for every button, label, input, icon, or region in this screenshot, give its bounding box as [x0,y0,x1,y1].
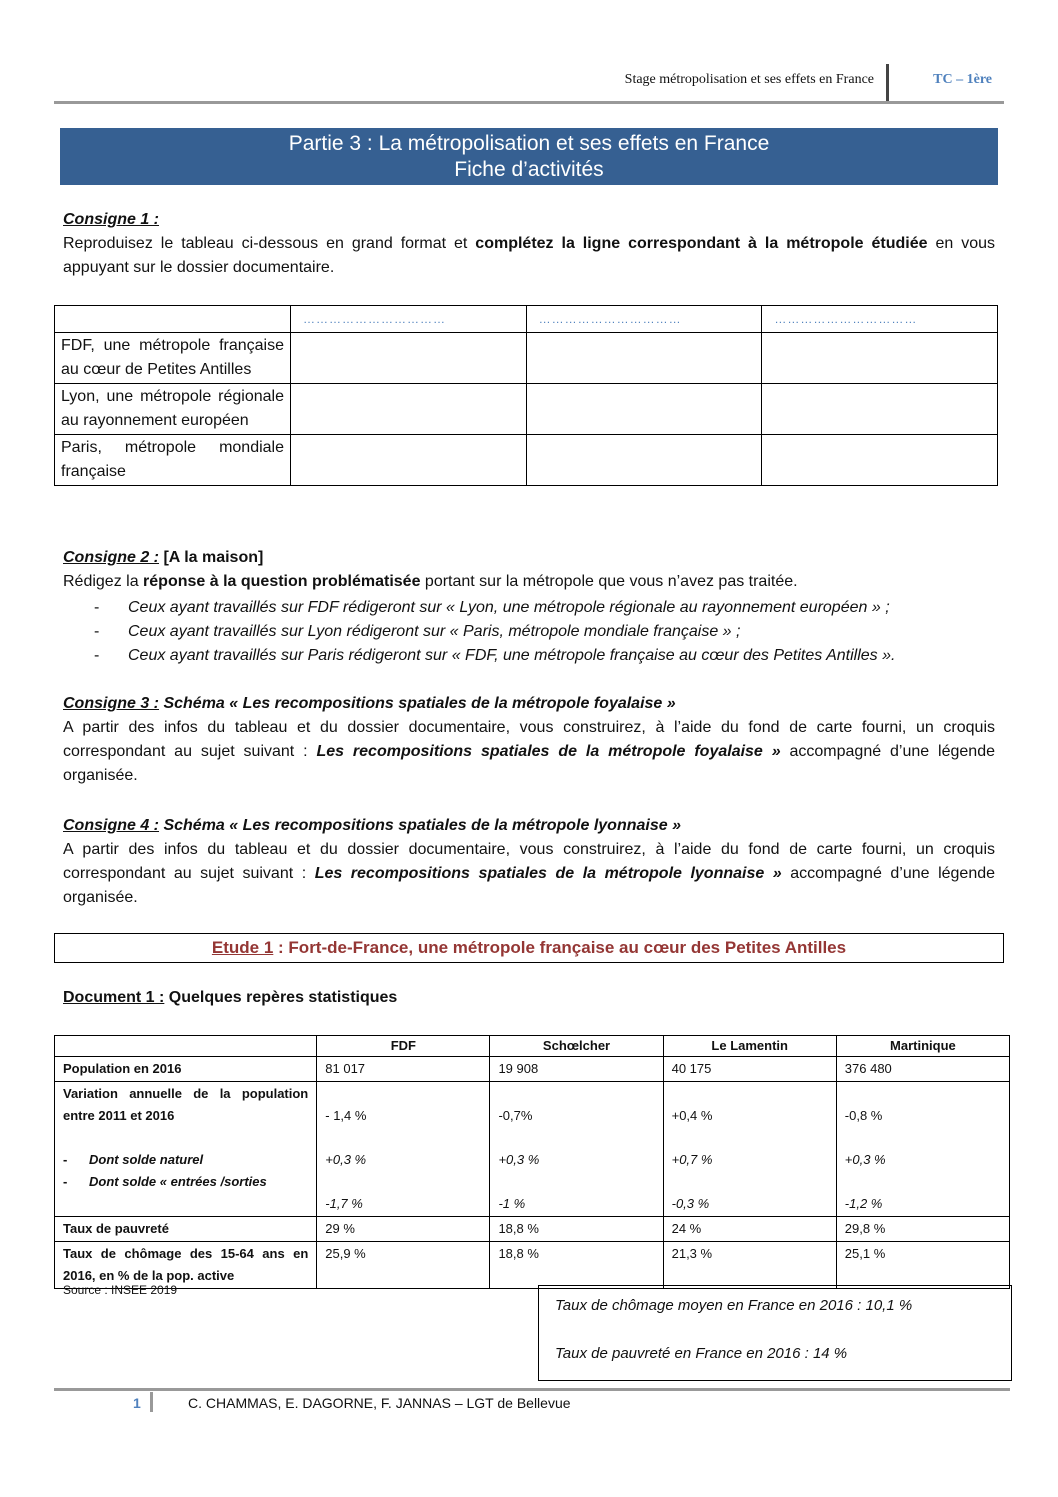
table-cell [762,384,998,435]
list-item: - Ceux ayant travaillés sur FDF rédigeront sur « Lyon, une métropole régionale au rayonnement européen » ; [94,599,890,616]
consigne-1 [63,208,995,280]
table-corner-cell [55,306,291,333]
document-1-heading [63,986,995,1010]
table-cell: -0,8 % +0,3 % -1,2 % [836,1082,1009,1217]
consigne-3-text-bold: Les recompositions spatiales de la métropole foyalaise » [316,743,781,760]
row-label-fdf: FDF, une métropole française au cœur de Petites Antilles [55,333,291,384]
table-row [55,333,998,384]
consigne-1-text-b: en vous appuyant sur le dossier documentaire. [63,235,996,276]
footer-authors: C. CHAMMAS, E. DAGORNE, F. JANNAS – LGT de Bellevue [188,1395,571,1411]
table-header-cell: …………………………… [762,306,998,333]
table-row [55,1217,1010,1242]
table-cell [762,435,998,486]
column-header: Martinique [836,1036,1009,1057]
etude-1-box [54,933,1004,963]
table-cell: 40 175 [663,1057,836,1082]
table-cell: 24 % [663,1217,836,1242]
banner-title: Partie 3 : La métropolisation et ses effets en France [288,132,770,155]
stats-header-row [55,1036,1010,1057]
consigne-2-text-bold: réponse à la question problématisée [143,573,421,590]
table-header-row [55,306,998,333]
table-header-cell: …………………………… [526,306,762,333]
consigne-2-suffix: [A la maison] [159,549,264,566]
table-cell: 25,9 % [317,1242,490,1289]
table-cell: +0,4 % +0,7 % -0,3 % [663,1082,836,1217]
table-cell [526,435,762,486]
header-separator [886,64,889,102]
chomage-france-text: Taux de chômage moyen en France en 2016 : 10,1 % [555,1297,913,1314]
row-label-pauvrete: Taux de pauvreté [55,1217,317,1242]
document-1-title: Quelques repères statistiques [164,989,398,1006]
table-row [55,1057,1010,1082]
table-cell: 18,8 % [490,1242,663,1289]
table-cell: 18,8 % [490,1217,663,1242]
stats-corner-cell [55,1036,317,1057]
consigne-1-label: Consigne 1 : [63,211,160,228]
table-cell [526,384,762,435]
table-cell: 19 908 [490,1057,663,1082]
table-header-cell: …………………………… [291,306,527,333]
column-header: Le Lamentin [663,1036,836,1057]
list-item: - Ceux ayant travaillés sur Paris rédigeront sur « FDF, une métropole française au cœur des Petites Antilles ». [94,647,896,664]
consigne-4-text-bold: Les recompositions spatiales de la métropole lyonnaise » [314,865,782,882]
row-label-population: Population en 2016 [55,1057,317,1082]
table-cell: 29 % [317,1217,490,1242]
pauvrete-france-text: Taux de pauvreté en France en 2016 : 14 % [555,1345,848,1362]
column-header: Schœlcher [490,1036,663,1057]
page-header [54,62,1004,102]
etude-1-title: : Fort-de-France, une métropole française au cœur des Petites Antilles [273,938,847,957]
consigne-4 [63,814,995,910]
document-1-label: Document 1 : [63,989,165,1006]
table-cell: -0,7% +0,3 % -1 % [490,1082,663,1217]
national-rates-box [538,1285,1012,1381]
consigne-3-label: Consigne 3 : [63,695,160,712]
consigne-4-text-a: A partir des infos du tableau et du dossier documentaire, vous construirez, à l’aide du fond de carte fourni, un croquis correspondant au sujet suivant : [63,841,995,882]
banner-subtitle: Fiche d’activités [454,158,604,181]
header-title: Stage métropolisation et ses effets en France [624,72,874,87]
metropoles-table [54,305,998,486]
list-item: - Ceux ayant travaillés sur Lyon rédigeront sur « Paris, métropole mondiale française » ; [94,623,741,640]
source-note: Source : INSEE 2019 [63,1283,178,1297]
page-number: 1 [133,1395,141,1411]
table-cell [291,435,527,486]
consigne-1-text-a: Reproduisez le tableau ci-dessous en grand format et [63,235,476,252]
consigne-4-label: Consigne 4 : [63,817,160,834]
row-label-paris: Paris, métropole mondiale française [55,435,291,486]
consigne-1-text-bold: complétez la ligne correspondant à la métropole étudiée [475,235,928,252]
header-rule [54,101,1004,104]
table-cell: 29,8 % [836,1217,1009,1242]
consigne-3-text-b: accompagné d’une légende organisée. [63,743,996,784]
consigne-3-title: Schéma « Les recompositions spatiales de la métropole foyalaise » [159,695,676,712]
consigne-2-bullets [90,596,990,668]
consigne-2-text-b: portant sur la métropole que vous n’avez pas traitée. [420,573,798,590]
title-banner [60,128,998,185]
table-row [55,1242,1010,1289]
table-cell [291,333,527,384]
table-row [55,384,998,435]
table-cell: 25,1 % [836,1242,1009,1289]
footer-separator [150,1392,153,1412]
table-cell: 81 017 [317,1057,490,1082]
column-header: FDF [317,1036,490,1057]
table-row [55,435,998,486]
consigne-3 [63,692,995,788]
table-cell: - 1,4 % +0,3 % -1,7 % [317,1082,490,1217]
header-level: TC – 1ère [933,72,992,87]
table-cell: 21,3 % [663,1242,836,1289]
table-cell [526,333,762,384]
consigne-4-text-b: accompagné d’une légende organisée. [63,865,996,906]
consigne-3-text-a: A partir des infos du tableau et du dossier documentaire, vous construirez, à l’aide du fond de carte fourni, un croquis correspondant au sujet suivant : [63,719,995,760]
row-label-lyon: Lyon, une métropole régionale au rayonnement européen [55,384,291,435]
consigne-2-text-a: Rédigez la [63,573,144,590]
etude-1-label: Etude 1 [211,938,274,957]
table-row [55,1082,1010,1217]
consigne-2-label: Consigne 2 : [63,549,160,566]
consigne-4-title: Schéma « Les recompositions spatiales de la métropole lyonnaise » [159,817,681,834]
footer-rule [54,1388,1010,1391]
table-cell [291,384,527,435]
table-cell [762,333,998,384]
row-label-chomage: Taux de chômage des 15-64 ans en 2016, en % de la pop. active [55,1242,317,1289]
consigne-2 [63,546,995,594]
table-cell: 376 480 [836,1057,1009,1082]
stats-table [54,1035,1010,1289]
row-label-variation: Variation annuelle de la population entre 2011 et 2016 - Dont solde naturel - Dont solde « entrées /sorties [55,1082,317,1217]
